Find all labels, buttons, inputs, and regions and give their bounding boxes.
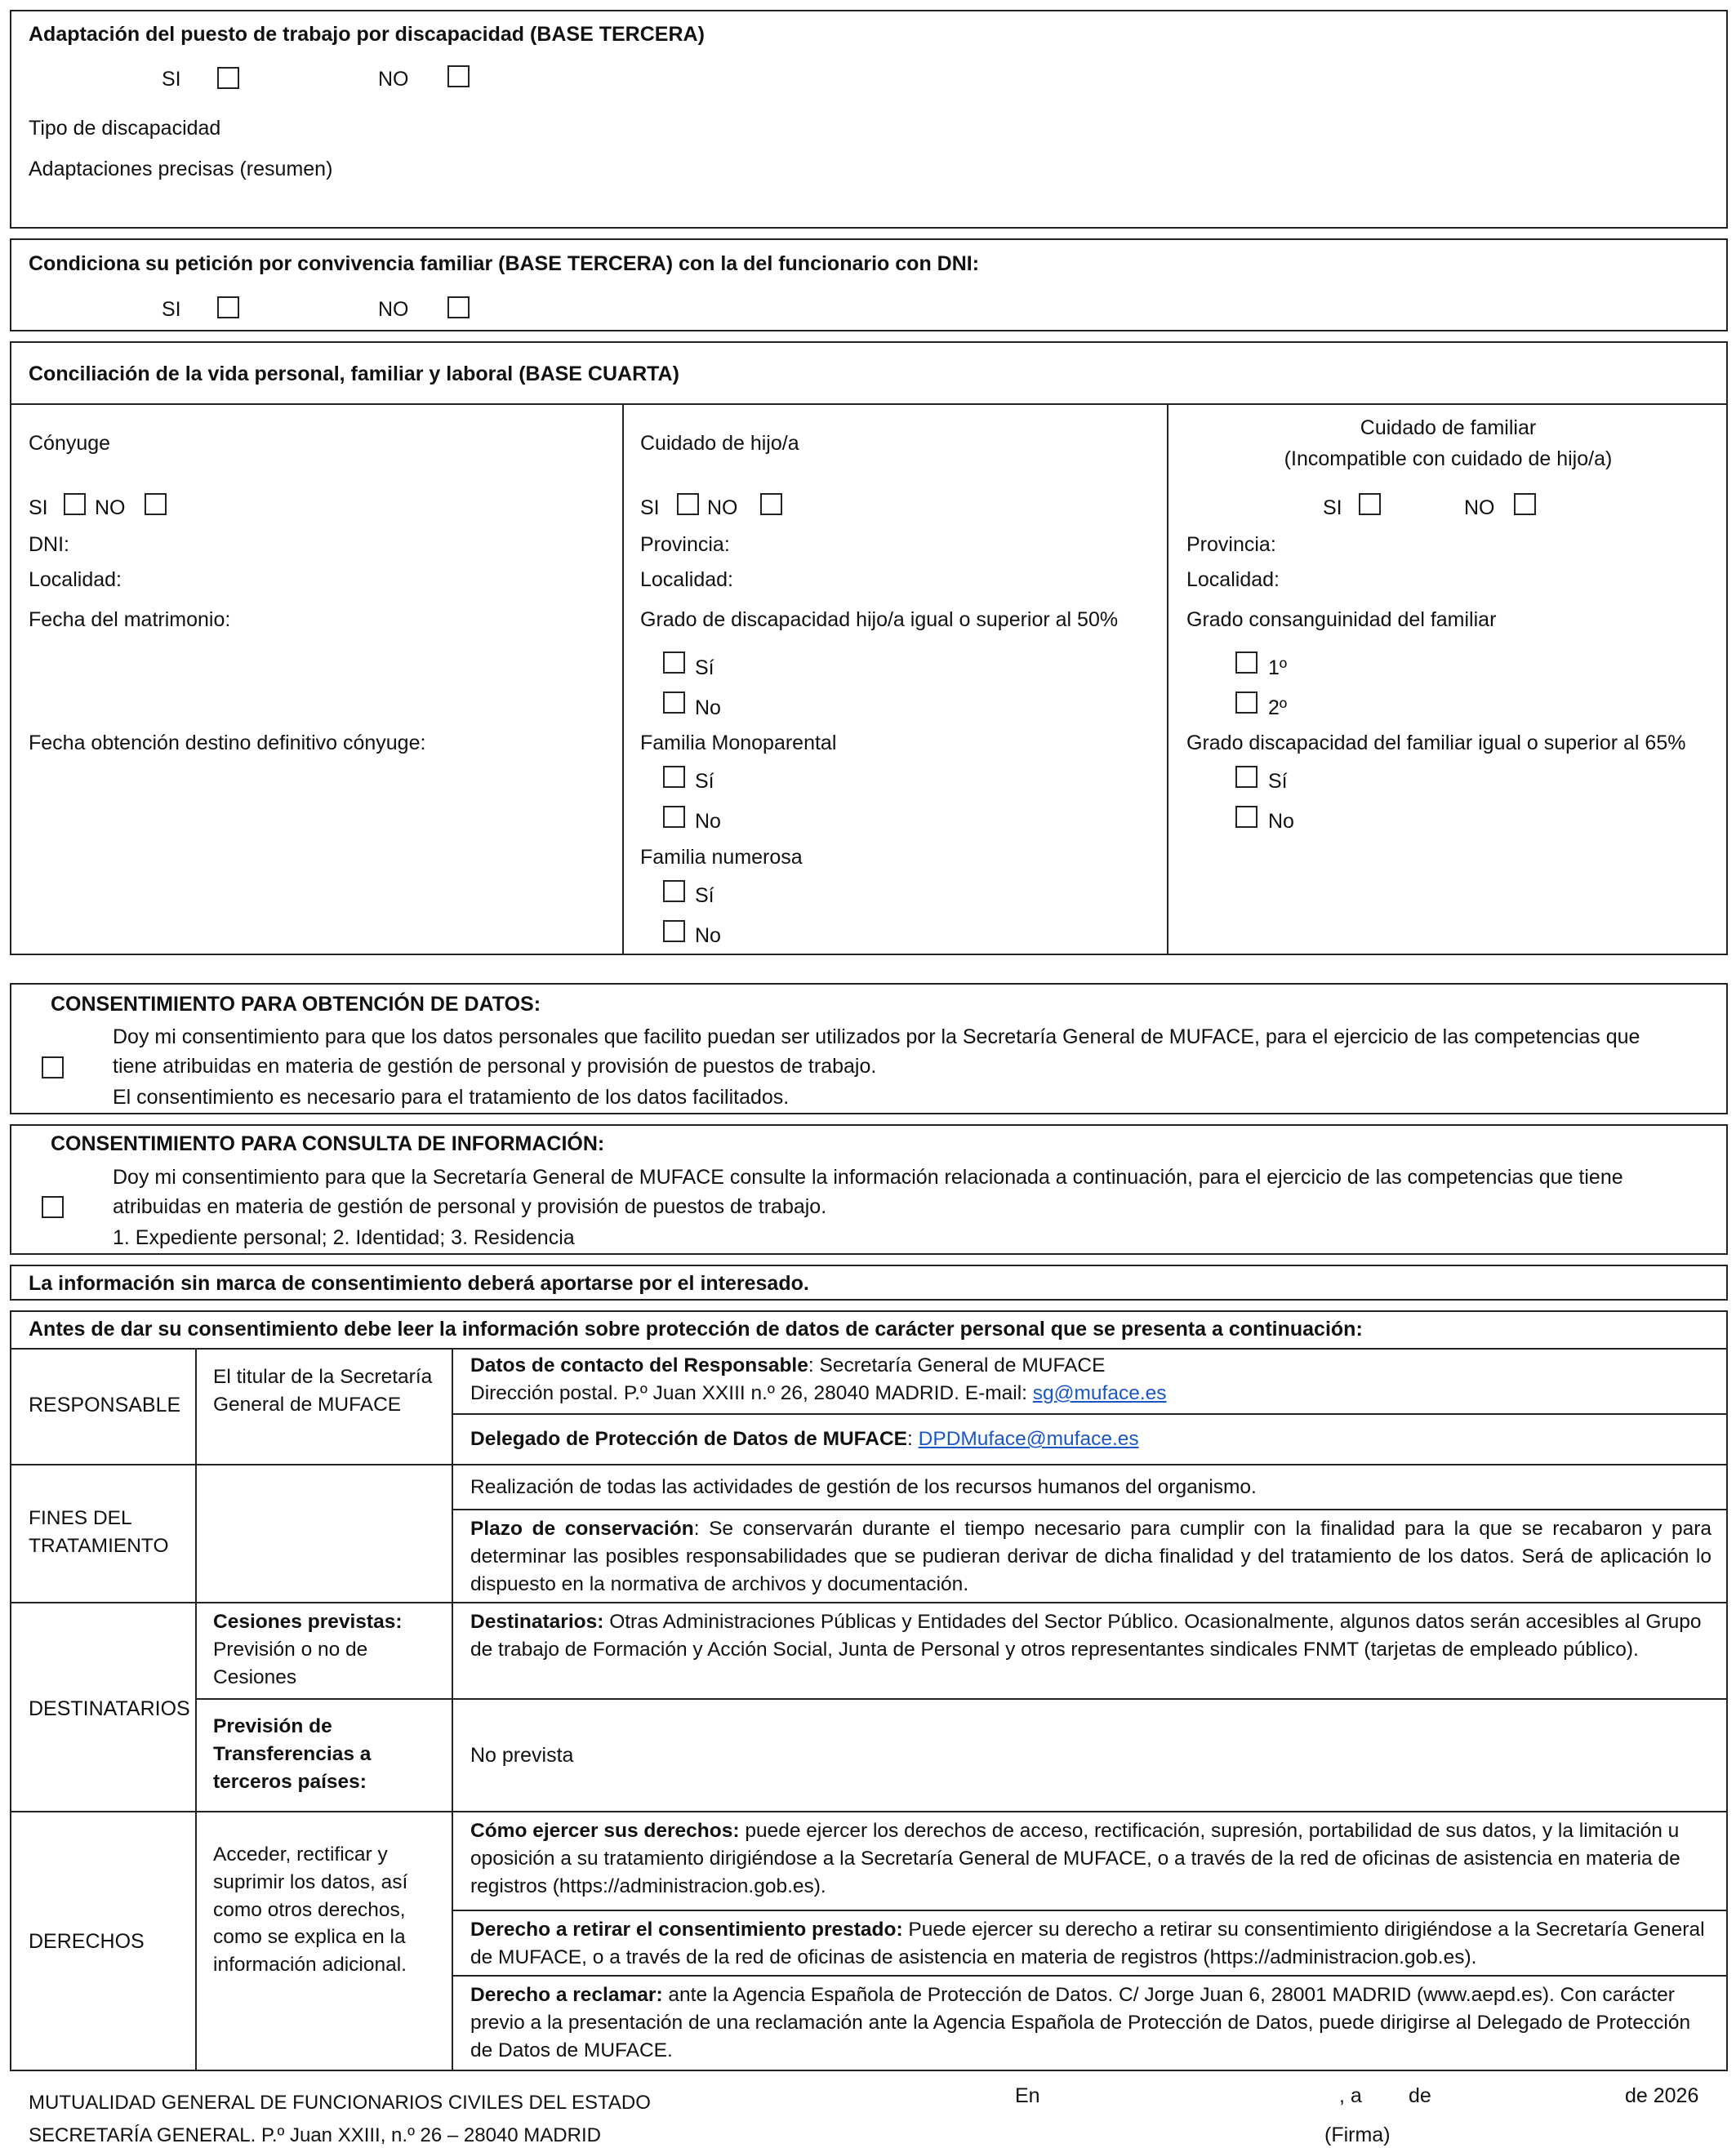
monoparental-si-label: Sí (695, 770, 714, 793)
derechos-label: DERECHOS (29, 1930, 145, 1953)
conyuge-no-checkbox[interactable] (145, 493, 167, 515)
cesiones-cell (213, 1608, 442, 1691)
responsable-inner-divider (452, 1413, 1728, 1415)
consent-consulta-line2: atribuidas en materia de gestión de personal y provisión de puestos de trabajo. (113, 1195, 827, 1218)
proteccion-title: Antes de dar su consentimiento debe leer la información sobre protección de datos de carácter personal que se presenta a continuación: (29, 1318, 1363, 1341)
fines-plazo (470, 1515, 1712, 1598)
derechos-reclamar (470, 1981, 1712, 2064)
adaptacion-si-label: SI (162, 68, 181, 91)
monoparental-label: Familia Monoparental (640, 732, 837, 754)
retirar-bold: Derecho a retirar el consentimiento prestado: (470, 1919, 903, 1941)
conyuge-localidad-label: Localidad: (29, 568, 122, 591)
conciliacion-divider (10, 403, 1728, 405)
reclamar-bold: Derecho a reclamar: (470, 1984, 663, 2006)
responsable-email-link[interactable]: sg@muface.es (1032, 1381, 1167, 1404)
grado-consanguinidad-label: Grado consanguinidad del familiar (1186, 608, 1497, 631)
tipo-discapacidad-label: Tipo de discapacidad (29, 117, 221, 140)
derechos-ejercer (470, 1817, 1712, 1900)
familiar-disc-si-label: Sí (1268, 770, 1288, 793)
plazo-text: : Se conservarán durante el tiempo necesario para cumplir con la finalidad para la que se recabaron y para determinar las posibles responsabilidades que se pudieran derivar de dicha finalidad y del tratamiento de los datos. Será de aplicación lo dispuesto en la normativa de archivos y documentación. (470, 1518, 1712, 1595)
proteccion-col-divider-1 (195, 1348, 197, 2071)
destinatarios-label: DESTINATARIOS (29, 1697, 190, 1720)
transferencias-value: No prevista (470, 1744, 574, 1767)
conciliacion-col-divider-1 (622, 403, 624, 955)
familiar-localidad-label: Localidad: (1186, 568, 1280, 591)
condiciona-si-checkbox[interactable] (217, 296, 239, 318)
condiciona-si-label: SI (162, 298, 181, 321)
consang-2-label: 2º (1268, 696, 1288, 719)
numerosa-no-checkbox[interactable] (663, 920, 685, 942)
hijo-grado-label: Grado de discapacidad hijo/a igual o superior al 50% (640, 608, 1119, 631)
footer-org-line2: SECRETARÍA GENERAL. P.º Juan XXIII, n.º 26 – 28040 MADRID (29, 2124, 601, 2146)
row-divider-fines (10, 1464, 1728, 1465)
consang-2-checkbox[interactable] (1235, 692, 1257, 714)
destinatarios-bold: Destinatarios: (470, 1611, 604, 1633)
familiar-disc-si-checkbox[interactable] (1235, 766, 1257, 788)
fecha-matrimonio-label: Fecha del matrimonio: (29, 608, 231, 631)
hijo-si-checkbox[interactable] (677, 493, 699, 515)
delegado-email-link[interactable]: DPDMuface@muface.es (918, 1428, 1139, 1450)
familiar-no-label: NO (1464, 496, 1495, 519)
footer-firma: (Firma) (1324, 2124, 1391, 2146)
conciliacion-col-divider-2 (1167, 403, 1168, 955)
conyuge-si-label: SI (29, 496, 48, 519)
monoparental-si-checkbox[interactable] (663, 766, 685, 788)
footer-en-label: En (1015, 2084, 1040, 2107)
monoparental-no-checkbox[interactable] (663, 806, 685, 828)
hijo-grado-no-checkbox[interactable] (663, 692, 685, 714)
fines-inner-divider (452, 1509, 1728, 1510)
familiar-subheading: (Incompatible con cuidado de hijo/a) (1284, 447, 1613, 470)
familiar-disc-no-checkbox[interactable] (1235, 806, 1257, 828)
familiar-heading: Cuidado de familiar (1360, 416, 1537, 439)
numerosa-si-label: Sí (695, 884, 714, 907)
responsable-address: Dirección postal. P.º Juan XXIII n.º 26, 28040 MADRID. E-mail: (470, 1381, 1033, 1404)
adaptacion-title: Adaptación del puesto de trabajo por discapacidad (BASE TERCERA) (29, 23, 705, 46)
destinatarios-text: Otras Administraciones Públicas y Entidades del Sector Público. Ocasionalmente, algunos datos serán accesibles al Grupo de trabajo de Formación y Acción Social, Junta de Personal y otros representantes sindicales FNMT (tarjetas de empleado público). (470, 1611, 1702, 1661)
delegado-sep: : (907, 1428, 919, 1450)
hijo-grado-no-label: No (695, 696, 721, 719)
plazo-bold: Plazo de conservación (470, 1518, 694, 1540)
proteccion-col-divider-2 (452, 1348, 453, 2071)
consent-consulta-line3: 1. Expediente personal; 2. Identidad; 3. Residencia (113, 1226, 575, 1249)
footer-de-label: de (1409, 2084, 1431, 2107)
cesiones-bold: Cesiones previstas: (213, 1611, 403, 1633)
adaptacion-no-checkbox[interactable] (447, 65, 470, 87)
row-divider-destinatarios (10, 1602, 1728, 1603)
derechos-retirar (470, 1916, 1712, 1972)
cesiones-text: Previsión o no de Cesiones (213, 1638, 368, 1688)
derechos-inner-divider-1 (452, 1910, 1728, 1911)
responsable-contact (470, 1352, 1712, 1408)
responsable-mid: El titular de la Secretaría General de MUFACE (213, 1366, 433, 1416)
reclamar-text: ante la Agencia Española de Protección de Datos. C/ Jorge Juan 6, 28001 MADRID (www.aepd.es). Con carácter previo a la presentación de una reclamación ante la Agencia Española de Protección de Datos, puede dirigirse al Delegado de Protección de Datos de MUFACE. (470, 1984, 1691, 2061)
delegado-bold: Delegado de Protección de Datos de MUFACE (470, 1428, 908, 1450)
fines-realizacion: Realización de todas las actividades de gestión de los recursos humanos del organismo. (470, 1476, 1257, 1498)
fecha-destino-conyuge-label: Fecha obtención destino definitivo cónyuge: (29, 732, 426, 754)
monoparental-no-label: No (695, 810, 721, 833)
familiar-no-checkbox[interactable] (1514, 493, 1536, 515)
row-divider-derechos (10, 1811, 1728, 1812)
fines-label: FINES DEL TRATAMIENTO (29, 1507, 169, 1557)
consang-1-checkbox[interactable] (1235, 652, 1257, 674)
hijo-si-label: SI (640, 496, 660, 519)
delegado-contact (470, 1425, 1712, 1453)
hijo-no-label: NO (707, 496, 738, 519)
condiciona-title: Condiciona su petición por convivencia familiar (BASE TERCERA) con la del funcionario con DNI: (29, 252, 980, 275)
hijo-no-checkbox[interactable] (760, 493, 782, 515)
footer-year: de 2026 (1625, 2084, 1699, 2107)
consang-1-label: 1º (1268, 656, 1288, 679)
consent-obtencion-line3: El consentimiento es necesario para el tratamiento de los datos facilitados. (113, 1086, 790, 1109)
numerosa-si-checkbox[interactable] (663, 880, 685, 902)
hijo-provincia-label: Provincia: (640, 533, 730, 556)
familiar-si-label: SI (1323, 496, 1342, 519)
adaptacion-no-label: NO (378, 68, 409, 91)
conciliacion-title: Conciliación de la vida personal, familiar y laboral (BASE CUARTA) (29, 362, 679, 385)
conyuge-dni-label: DNI: (29, 533, 69, 556)
retirar-text: Puede ejercer su derecho a retirar su consentimiento dirigiéndose a la Secretaría General de MUFACE, o a través de la red de oficinas de asistencia en materia de registros (https://administracion.gob.es). (470, 1919, 1705, 1968)
consent-consulta-line1: Doy mi consentimiento para que la Secretaría General de MUFACE consulte la información relacionada a continuación, para el ejercicio de las competencias que tiene (113, 1166, 1623, 1189)
conyuge-si-checkbox[interactable] (64, 493, 86, 515)
familiar-disc-no-label: No (1268, 810, 1294, 833)
ejercer-text: puede ejercer los derechos de acceso, rectificación, supresión, portabilidad de sus datos, y la limitación u oposición a su tratamiento dirigiéndose a la Secretaría General de MUFACE, o a través de la red de oficinas de asistencia en materia de registros (https://administracion.gob.es). (470, 1820, 1680, 1897)
footer-a-label: , a (1339, 2084, 1362, 2107)
consent-obtencion-checkbox[interactable] (42, 1056, 64, 1078)
hijo-localidad-label: Localidad: (640, 568, 733, 591)
familiar-si-checkbox[interactable] (1359, 493, 1381, 515)
condiciona-no-label: NO (378, 298, 409, 321)
adaptacion-si-checkbox[interactable] (217, 67, 239, 89)
familiar-provincia-label: Provincia: (1186, 533, 1276, 556)
numerosa-no-label: No (695, 924, 721, 947)
hijo-grado-si-checkbox[interactable] (663, 652, 685, 674)
consent-obtencion-line1: Doy mi consentimiento para que los datos personales que facilito puedan ser utilizados por la Secretaría General de MUFACE, para el ejercicio de las competencias que (113, 1025, 1640, 1048)
info-note-text: La información sin marca de consentimiento deberá aportarse por el interesado. (29, 1272, 809, 1295)
consent-obtencion-line2: tiene atribuidas en materia de gestión de personal y provisión de puestos de trabajo. (113, 1055, 877, 1078)
hijo-grado-si-label: Sí (695, 656, 714, 679)
condiciona-no-checkbox[interactable] (447, 296, 470, 318)
adaptaciones-label: Adaptaciones precisas (resumen) (29, 158, 333, 180)
hijo-heading: Cuidado de hijo/a (640, 432, 799, 455)
destinatarios-text-cell (470, 1608, 1712, 1664)
ejercer-bold: Cómo ejercer sus derechos: (470, 1820, 740, 1842)
footer-org-line1: MUTUALIDAD GENERAL DE FUNCIONARIOS CIVILES DEL ESTADO (29, 2092, 651, 2114)
consent-obtencion-title: CONSENTIMIENTO PARA OBTENCIÓN DE DATOS: (51, 993, 541, 1016)
transferencias-label: Previsión de Transferencias a terceros países: (213, 1715, 372, 1793)
derechos-mid: Acceder, rectificar y suprimir los datos, así como otros derechos, como se explica en la información adicional. (213, 1843, 408, 1977)
responsable-label: RESPONSABLE (29, 1394, 181, 1416)
conyuge-no-label: NO (95, 496, 126, 519)
derechos-inner-divider-2 (452, 1975, 1728, 1977)
familiar-grado-disc-label: Grado discapacidad del familiar igual o superior al 65% (1186, 732, 1686, 754)
responsable-contact-bold: Datos de contacto del Responsable (470, 1354, 808, 1376)
consent-consulta-checkbox[interactable] (42, 1196, 64, 1218)
proteccion-title-divider (10, 1348, 1728, 1350)
destinatarios-inner-divider (195, 1698, 1728, 1700)
conyuge-heading: Cónyuge (29, 432, 111, 455)
responsable-contact-text: : Secretaría General de MUFACE (808, 1354, 1106, 1376)
numerosa-label: Familia numerosa (640, 846, 803, 869)
consent-consulta-title: CONSENTIMIENTO PARA CONSULTA DE INFORMACIÓN: (51, 1132, 605, 1155)
